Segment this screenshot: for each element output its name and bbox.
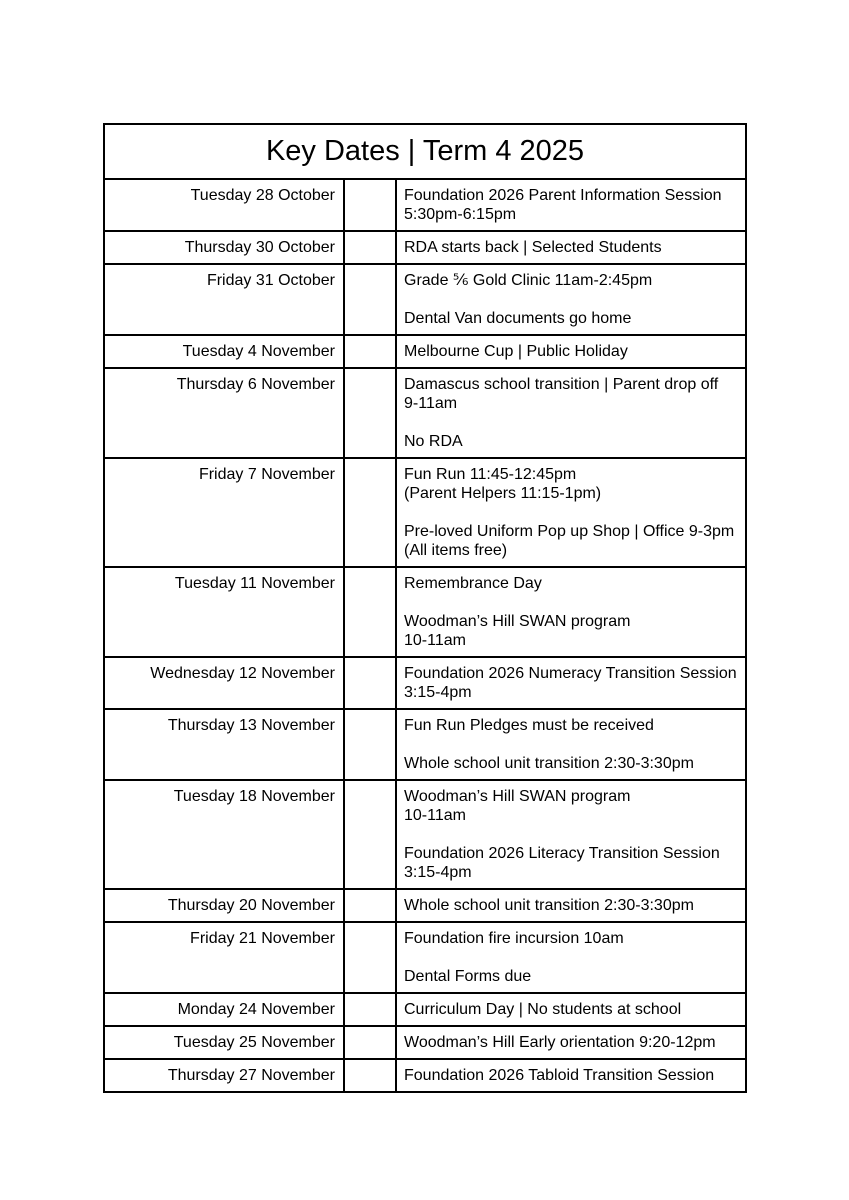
event-line: (Parent Helpers 11:15-1pm) xyxy=(404,485,602,502)
spacer-cell xyxy=(344,780,396,889)
event-line: Grade ⅚ Gold Clinic 11am-2:45pm xyxy=(404,272,653,289)
event-line: Whole school unit transition 2:30-3:30pm xyxy=(404,897,694,914)
spacer-cell xyxy=(344,458,396,567)
event-cell xyxy=(396,335,746,368)
blank-line xyxy=(404,290,739,309)
date-cell: Thursday 20 November xyxy=(104,889,344,922)
spacer-cell xyxy=(344,264,396,335)
event-line: Woodman’s Hill Early orientation 9:20-12pm xyxy=(404,1034,716,1051)
event-cell xyxy=(396,231,746,264)
event-line: Foundation fire incursion 10am xyxy=(404,930,624,947)
event-cell xyxy=(396,922,746,993)
event-line: Melbourne Cup | Public Holiday xyxy=(404,343,628,360)
table-row xyxy=(104,1059,746,1092)
date-cell: Friday 31 October xyxy=(104,264,344,335)
title-row xyxy=(104,124,746,179)
date-cell: Friday 21 November xyxy=(104,922,344,993)
table-row xyxy=(104,335,746,368)
table-row xyxy=(104,889,746,922)
event-line: Woodman’s Hill SWAN program xyxy=(404,613,631,630)
blank-line xyxy=(404,593,739,612)
table-row xyxy=(104,922,746,993)
spacer-cell xyxy=(344,993,396,1026)
event-cell xyxy=(396,709,746,780)
event-cell xyxy=(396,368,746,458)
table-row xyxy=(104,1026,746,1059)
date-cell: Monday 24 November xyxy=(104,993,344,1026)
date-cell: Thursday 30 October xyxy=(104,231,344,264)
event-line: 3:15-4pm xyxy=(404,684,472,701)
table-row xyxy=(104,231,746,264)
table-row xyxy=(104,567,746,657)
table-row xyxy=(104,264,746,335)
date-cell: Friday 7 November xyxy=(104,458,344,567)
spacer-cell xyxy=(344,889,396,922)
date-cell: Tuesday 28 October xyxy=(104,179,344,231)
event-line: 10-11am xyxy=(404,632,466,649)
event-cell xyxy=(396,458,746,567)
spacer-cell xyxy=(344,179,396,231)
event-line: Fun Run 11:45-12:45pm xyxy=(404,466,577,483)
spacer-cell xyxy=(344,1059,396,1092)
event-line: Fun Run Pledges must be received xyxy=(404,717,654,734)
blank-line xyxy=(404,503,739,522)
spacer-cell xyxy=(344,567,396,657)
table-row xyxy=(104,780,746,889)
spacer-cell xyxy=(344,368,396,458)
blank-line xyxy=(404,948,739,967)
event-line: Foundation 2026 Tabloid Transition Session xyxy=(404,1067,715,1084)
date-cell: Tuesday 11 November xyxy=(104,567,344,657)
date-cell: Thursday 6 November xyxy=(104,368,344,458)
table-row xyxy=(104,458,746,567)
event-line: Damascus school transition | Parent drop off xyxy=(404,376,719,393)
blank-line xyxy=(404,825,739,844)
date-cell: Tuesday 4 November xyxy=(104,335,344,368)
key-dates-table-body xyxy=(104,179,746,1092)
event-line: Woodman’s Hill SWAN program xyxy=(404,788,631,805)
date-cell: Tuesday 25 November xyxy=(104,1026,344,1059)
event-cell xyxy=(396,657,746,709)
event-line: Remembrance Day xyxy=(404,575,542,592)
page-title: Key Dates | Term 4 2025 xyxy=(104,124,746,179)
date-cell: Wednesday 12 November xyxy=(104,657,344,709)
table-row xyxy=(104,657,746,709)
event-line: RDA starts back | Selected Students xyxy=(404,239,662,256)
event-line: 5:30pm-6:15pm xyxy=(404,206,517,223)
event-cell xyxy=(396,264,746,335)
event-cell xyxy=(396,780,746,889)
spacer-cell xyxy=(344,231,396,264)
table-row xyxy=(104,179,746,231)
spacer-cell xyxy=(344,335,396,368)
date-cell: Tuesday 18 November xyxy=(104,780,344,889)
key-dates-table xyxy=(103,123,747,1093)
event-line: 10-11am xyxy=(404,807,466,824)
blank-line xyxy=(404,735,739,754)
event-cell xyxy=(396,1026,746,1059)
date-cell: Thursday 13 November xyxy=(104,709,344,780)
event-line: Foundation 2026 Literacy Transition Session xyxy=(404,845,720,862)
spacer-cell xyxy=(344,922,396,993)
event-line: Dental Van documents go home xyxy=(404,310,632,327)
spacer-cell xyxy=(344,709,396,780)
date-cell: Thursday 27 November xyxy=(104,1059,344,1092)
event-line: Dental Forms due xyxy=(404,968,532,985)
event-cell xyxy=(396,993,746,1026)
event-line: 9-11am xyxy=(404,395,458,412)
event-line: Foundation 2026 Parent Information Session xyxy=(404,187,722,204)
event-cell xyxy=(396,567,746,657)
table-row xyxy=(104,368,746,458)
spacer-cell xyxy=(344,657,396,709)
event-line: Pre-loved Uniform Pop up Shop | Office 9-3pm xyxy=(404,523,735,540)
table-row xyxy=(104,709,746,780)
event-line: 3:15-4pm xyxy=(404,864,472,881)
table-row xyxy=(104,993,746,1026)
event-cell xyxy=(396,179,746,231)
event-line: (All items free) xyxy=(404,542,508,559)
event-cell xyxy=(396,1059,746,1092)
event-cell xyxy=(396,889,746,922)
event-line: Curriculum Day | No students at school xyxy=(404,1001,682,1018)
event-line: No RDA xyxy=(404,433,463,450)
spacer-cell xyxy=(344,1026,396,1059)
event-line: Foundation 2026 Numeracy Transition Session xyxy=(404,665,737,682)
blank-line xyxy=(404,413,739,432)
event-line: Whole school unit transition 2:30-3:30pm xyxy=(404,755,694,772)
